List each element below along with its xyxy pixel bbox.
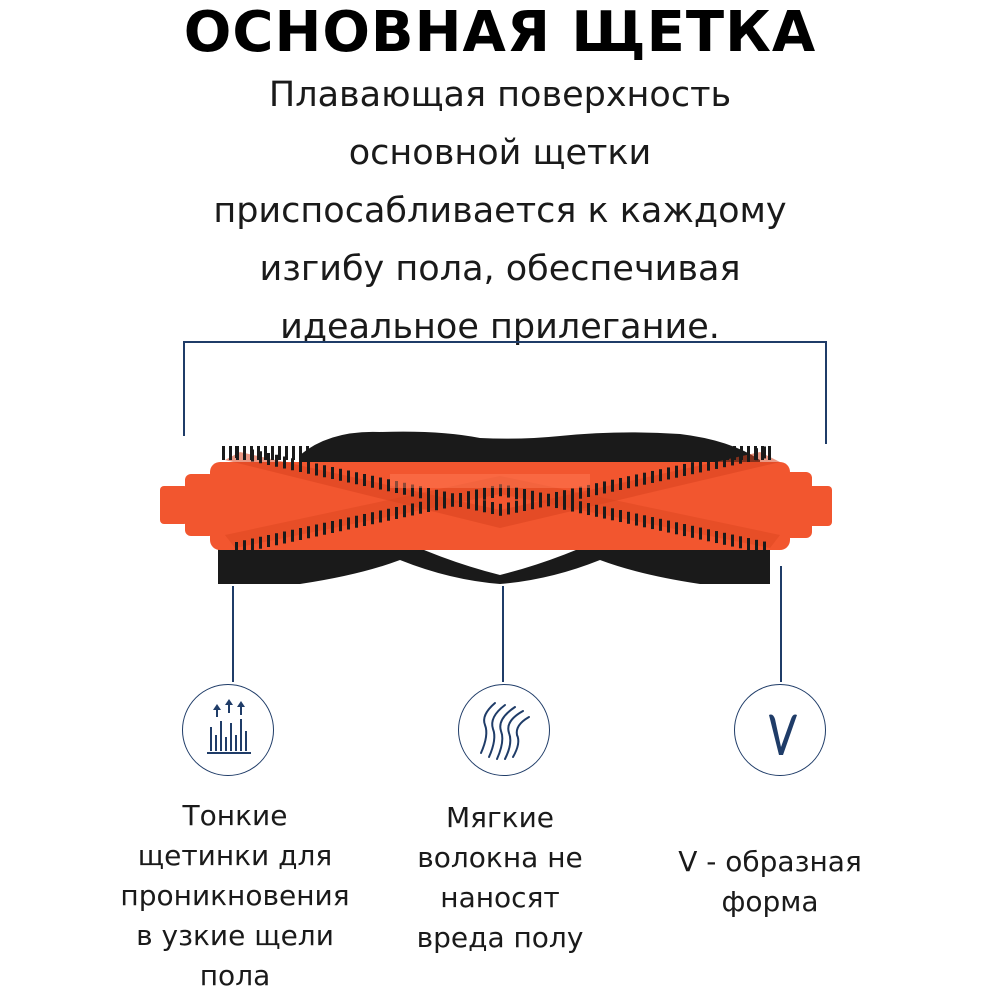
bristle-tuft — [755, 540, 758, 552]
bristle-tuft — [643, 473, 646, 485]
bristle-tuft — [572, 446, 575, 460]
bristle-tuft — [715, 531, 718, 543]
bristle-tuft — [291, 530, 294, 542]
bristle-tuft — [699, 528, 702, 540]
width-bracket — [184, 342, 826, 444]
bristle-tuft — [565, 446, 568, 460]
bristle-tuft — [376, 446, 379, 460]
bristle-tuft — [733, 446, 736, 460]
bristle-tuft — [362, 446, 365, 460]
bristle-tuft — [355, 516, 358, 528]
bristle-tuft — [516, 446, 519, 460]
bristle-tuft — [547, 494, 550, 506]
bristle-tuft — [747, 446, 750, 460]
bristle-tuft — [427, 488, 430, 500]
bristle-tuft — [271, 446, 274, 460]
bristle-tuft — [323, 523, 326, 535]
bristle-tuft — [418, 446, 421, 460]
feature-label-line: волокна не — [417, 841, 583, 874]
bristle-tuft — [313, 446, 316, 460]
bristle-tuft — [627, 512, 630, 524]
bristle-tuft — [642, 446, 645, 460]
bristle-tuft — [739, 536, 742, 548]
bristle-tuft — [763, 542, 766, 554]
bristle-tuft — [627, 476, 630, 488]
bristle-tuft — [515, 487, 518, 499]
bristle-tuft — [707, 529, 710, 541]
main-brush — [160, 432, 832, 584]
bristle-tuft — [403, 505, 406, 517]
bristle-tuft — [443, 496, 446, 508]
bristle-tuft — [419, 486, 422, 498]
bristle-tuft — [347, 471, 350, 483]
bristle-tuft — [355, 446, 358, 460]
bristle-tuft — [523, 489, 526, 501]
bristle-tuft — [747, 538, 750, 550]
feature-icon-circle — [734, 684, 826, 776]
bristle-tuft — [628, 446, 631, 460]
bristle-tuft — [667, 521, 670, 533]
bristle-tuft — [667, 467, 670, 479]
bristle-tuft — [390, 446, 393, 460]
bristle-tuft — [264, 446, 267, 460]
bristle-tuft — [740, 446, 743, 460]
bristle-tuft — [475, 489, 478, 501]
shaft-end-left — [160, 486, 188, 524]
bristle-tuft — [726, 446, 729, 460]
v-shape-icon — [735, 685, 827, 777]
bristle-tuft — [331, 521, 334, 533]
bristle-tuft — [387, 479, 390, 491]
bristle-tuft — [499, 504, 502, 516]
bristle-tuft — [299, 528, 302, 540]
bristle-tuft — [635, 474, 638, 486]
bristle-tuft — [339, 469, 342, 481]
bristle-tuft — [267, 453, 270, 465]
bristle-tuft — [425, 446, 428, 460]
description-line: изгибу пола, обеспечивая — [259, 249, 741, 289]
bristle-tuft — [446, 446, 449, 460]
bristle-tuft — [531, 491, 534, 503]
bristle-tuft — [507, 502, 510, 514]
bristle-tuft — [334, 446, 337, 460]
feature-label-line: проникновения — [120, 879, 350, 912]
bristle-tuft — [619, 478, 622, 490]
bristle-tuft — [586, 446, 589, 460]
bristle-tuft — [435, 498, 438, 510]
bristle-tuft — [299, 460, 302, 472]
bristle-tuft — [691, 462, 694, 474]
bristle-tuft — [251, 538, 254, 550]
bristle-tuft — [404, 446, 407, 460]
bristle-tuft — [383, 446, 386, 460]
description-line: основной щетки — [348, 133, 652, 173]
bristle-tuft — [579, 487, 582, 499]
bristle-tuft — [611, 508, 614, 520]
bristle-tuft — [551, 446, 554, 460]
bristle-tuft — [723, 455, 726, 467]
bristle-tuft — [275, 533, 278, 545]
feature-label-line: Тонкие — [182, 799, 288, 832]
bristle-tuft — [315, 524, 318, 536]
bristle-tuft — [257, 446, 260, 460]
bristle-tuft — [307, 462, 310, 474]
bristle-tuft — [411, 446, 414, 460]
soft-fibers-icon — [459, 685, 551, 777]
bristle-tuft — [539, 493, 542, 505]
bristle-tuft — [299, 446, 302, 460]
description-line: Плавающая поверхность — [268, 75, 732, 115]
bristle-tuft — [243, 540, 246, 552]
bristle-tuft — [306, 446, 309, 460]
bristle-tuft — [659, 519, 662, 531]
bristle-tuft — [621, 446, 624, 460]
bristle-tuft — [229, 446, 232, 460]
description-line: идеальное прилегание. — [280, 307, 720, 347]
bristle-tuft — [587, 503, 590, 515]
bristle-tuft — [291, 458, 294, 470]
bristle-tuft — [607, 446, 610, 460]
fine-bristles-icon — [183, 685, 275, 777]
bristle-tuft — [453, 446, 456, 460]
bristle-tuft — [656, 446, 659, 460]
bristle-tuft — [684, 446, 687, 460]
bristle-tuft — [331, 467, 334, 479]
bristle-tuft — [635, 514, 638, 526]
bristle-tuft — [691, 526, 694, 538]
bristle-tuft — [611, 480, 614, 492]
feature-icon-circle — [182, 684, 274, 776]
description-line: приспосабливается к каждому — [213, 191, 787, 231]
bristle-tuft — [595, 483, 598, 495]
bristle-tuft — [495, 446, 498, 460]
bristle-tuft — [571, 500, 574, 512]
bristle-tuft — [250, 446, 253, 460]
bristle-tuft — [537, 446, 540, 460]
bristle-tuft — [603, 481, 606, 493]
bristle-tuft — [323, 465, 326, 477]
bristle-tuft — [719, 446, 722, 460]
bristle-tuft — [698, 446, 701, 460]
bristle-tuft — [379, 510, 382, 522]
bristle-tuft — [712, 446, 715, 460]
bristle-tuft — [451, 495, 454, 507]
bristle-tuft — [307, 526, 310, 538]
bristle-tuft — [502, 446, 505, 460]
bristle-tuft — [603, 507, 606, 519]
bristle-tuft — [283, 531, 286, 543]
feature-label-line: вреда полу — [416, 921, 584, 954]
bristle-tuft — [467, 491, 470, 503]
bristle-tuft — [699, 460, 702, 472]
bristle-tuft — [395, 507, 398, 519]
bristle-tuft — [649, 446, 652, 460]
bristle-tuft — [347, 517, 350, 529]
bristle-tuft — [731, 535, 734, 547]
bristle-tuft — [707, 459, 710, 471]
bristle-tuft — [387, 509, 390, 521]
bristle-tuft — [544, 446, 547, 460]
bristle-tuft — [558, 446, 561, 460]
feature-label-line: V - образная — [678, 845, 862, 878]
bristle-tuft — [243, 446, 246, 460]
bristle-tuft — [619, 510, 622, 522]
bristle-tuft — [483, 500, 486, 512]
feature-label-line: пола — [199, 959, 271, 992]
feature-label-line: щетинки для — [137, 839, 333, 872]
feature-label-line: в узкие щели — [136, 919, 334, 952]
bristle-tuft — [754, 446, 757, 460]
bristle-tuft — [411, 503, 414, 515]
bristle-tuft — [555, 496, 558, 508]
bristle-tuft — [509, 446, 512, 460]
bristle-tuft — [236, 446, 239, 460]
bristle-tuft — [379, 478, 382, 490]
bristle-tuft — [292, 446, 295, 460]
bristle-tuft — [651, 517, 654, 529]
bristle-tuft — [761, 446, 764, 460]
bristle-tuft — [715, 457, 718, 469]
bristle-tuft — [483, 488, 486, 500]
bristle-tuft — [659, 469, 662, 481]
core-highlight — [390, 474, 590, 488]
bristle-tuft — [278, 446, 281, 460]
feature-label-line: Мягкие — [445, 801, 555, 834]
bristle-tuft — [523, 446, 526, 460]
feature-icon-circle — [458, 684, 550, 776]
bristle-tuft — [320, 446, 323, 460]
bristle-tuft — [530, 446, 533, 460]
bristle-tuft — [355, 472, 358, 484]
bristle-tuft — [459, 493, 462, 505]
bristle-tuft — [600, 446, 603, 460]
bristle-tuft — [675, 522, 678, 534]
bristle-tuft — [691, 446, 694, 460]
bristle-tuft — [474, 446, 477, 460]
bristle-tuft — [222, 446, 225, 460]
bristle-tuft — [488, 446, 491, 460]
bristle-tuft — [267, 535, 270, 547]
bristle-tuft — [705, 446, 708, 460]
bristle-tuft — [460, 446, 463, 460]
bristle-tuft — [427, 500, 430, 512]
bristle-tuft — [369, 446, 372, 460]
bristle-tuft — [327, 446, 330, 460]
bristle-tuft — [515, 501, 518, 513]
bristle-tuft — [723, 533, 726, 545]
bristle-tuft — [768, 446, 771, 460]
bristle-tuft — [635, 446, 638, 460]
bristle-tuft — [670, 446, 673, 460]
bristle-tuft — [614, 446, 617, 460]
bristle-tuft — [571, 488, 574, 500]
bristle-tuft — [579, 501, 582, 513]
page-title: ОСНОВНАЯ ЩЕТКА — [183, 0, 817, 65]
bristle-tuft — [595, 505, 598, 517]
bristle-tuft — [285, 446, 288, 460]
bristle-tuft — [363, 474, 366, 486]
bristle-tuft — [315, 464, 318, 476]
bristle-tuft — [363, 514, 366, 526]
bristle-tuft — [593, 446, 596, 460]
bristle-tuft — [643, 515, 646, 527]
bristle-tuft — [348, 446, 351, 460]
bristle-tuft — [339, 519, 342, 531]
feature-label-v-shape — [640, 842, 900, 922]
feature-label-soft-fibers — [370, 798, 630, 958]
bristle-tuft — [563, 498, 566, 510]
bristle-tuft — [275, 455, 278, 467]
bristle-tuft — [579, 446, 582, 460]
feature-label-fine-bristles — [90, 796, 380, 996]
feature-label-line: форма — [721, 885, 819, 918]
feature-label-line: наносят — [440, 881, 560, 914]
bristle-tuft — [677, 446, 680, 460]
bristle-tuft — [235, 542, 238, 554]
bristle-tuft — [419, 502, 422, 514]
bristle-tuft — [683, 524, 686, 536]
bristle-tuft — [491, 502, 494, 514]
bristle-tuft — [341, 446, 344, 460]
bristle-tuft — [439, 446, 442, 460]
bristle-tuft — [675, 466, 678, 478]
bristle-tuft — [683, 464, 686, 476]
bristle-tuft — [663, 446, 666, 460]
bristle-tuft — [397, 446, 400, 460]
bristle-tuft — [371, 512, 374, 524]
bristle-tuft — [481, 446, 484, 460]
bristle-tuft — [467, 446, 470, 460]
bristle-tuft — [432, 446, 435, 460]
bristle-tuft — [259, 537, 262, 549]
bristle-tuft — [651, 471, 654, 483]
bristle-tuft — [371, 476, 374, 488]
